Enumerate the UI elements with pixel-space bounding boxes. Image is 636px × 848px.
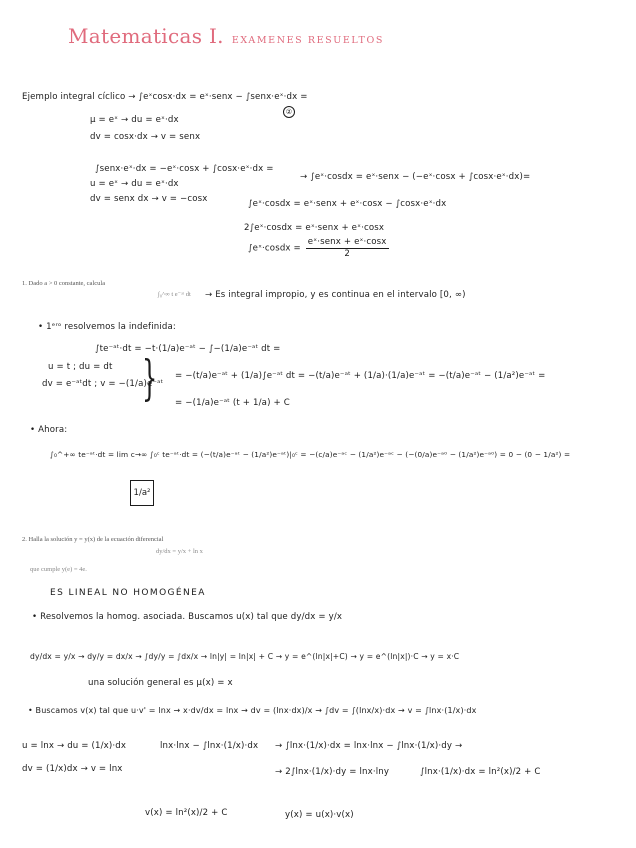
line-6: u = eˣ → du = eˣ·dx [90,179,179,189]
problem-2-equation: dy/dx = y/x + ln x [156,548,203,555]
problem-2-condition: que cumple y(e) = 4e. [30,566,87,573]
line-32: una solución general es μ(x) = x [88,678,233,688]
line-1: Ejemplo integral cíclico → ∫eˣcosx·dx = eˣ·senx − ∫senx·eˣ·dx = [22,92,308,102]
line-29: ES LINEAL NO HOMOGÉNEA [50,588,206,598]
line-16: → Es integral impropio, y es continua en el intervalo [0, ∞) [205,290,466,300]
boxed-answer: 1/a² [130,480,154,506]
fraction-result-1: $\frac{\text{eˣ·senx + eˣ·cosx}}{2}$ [307,237,387,259]
title-main: Matematicas I. [68,24,224,48]
line-24: ∫₀^+∞ te⁻ᵃᵗ·dt = lim c→∞ ∫₀ᶜ te⁻ᵃᵗ·dt = (−(t/a)e⁻ᵃᵗ − (1/a²)e⁻ᵃᵗ)|₀ᶜ = −(c/a)e⁻ᵃᶜ − (1/a²)e⁻ᵃᶜ − (−(0/a)e⁻ᵃ⁰ − (1/a²)e⁻ᵃ⁰) = 0 − (0 − 1/a²) = [50,450,571,459]
line-33: • Buscamos v(x) tal que u·v' = lnx → x·dv/dx = lnx → dv = (lnx·dx)/x → ∫dv = ∫(lnx/x)·dx → v = ∫lnx·(1/x)·dx [28,706,477,715]
line-21: = −(t/a)e⁻ᵃᵗ + (1/a)∫e⁻ᵃᵗ dt = −(t/a)e⁻ᵃᵗ + (1/a)·(1/a)e⁻ᵃᵗ = −(t/a)e⁻ᵃᵗ − (1/a²)e⁻ᵃᵗ = [175,371,546,381]
problem-1-statement: 1. Dado a > 0 constante, calcula [22,280,106,287]
line-5: ∫senx·eˣ·dx = −eˣ·cosx + ∫cosx·eˣ·dx = [95,164,274,174]
line-36: lnx·lnx − ∫lnx·(1/x)·dx [160,741,259,751]
line-39: ∫lnx·(1/x)·dx = ln²(x)/2 + C [420,767,541,777]
line-20: dv = e⁻ᵃᵗdt ; v = −(1/a)e⁻ᵃᵗ [42,379,164,389]
line-8: → ∫eˣ·cosdx = eˣ·senx − (−eˣ·cosx + ∫cosx·eˣ·dx)= [300,172,531,182]
title-sub: EXAMENES RESUELTOS [231,35,384,46]
line-23: • Ahora: [30,425,68,435]
line-17: • 1ᵉʳᵒ resolvemos la indefinida: [38,322,176,332]
brace-1: } [142,350,158,406]
line-37: → ∫lnx·(1/x)·dx = lnx·lnx − ∫lnx·(1/x)·dy → [275,741,463,751]
circle-marker: ② [283,106,295,118]
line-31: dy/dx = y/x → dy/y = dx/x → ∫dy/y = ∫dx/x → ln|y| = ln|x| + C → y = e^(ln|x|+C) → y = e^(ln|x|)·C → y = x·C [30,652,460,661]
line-11: ∫eˣ·cosdx = $\frac{\text{eˣ·senx + eˣ·cosx}}{2}$ [248,237,387,259]
line-18: ∫te⁻ᵃᵗ·dt = −t·(1/a)e⁻ᵃᵗ − ∫−(1/a)e⁻ᵃᵗ dt = [95,344,281,354]
line-41: y(x) = u(x)·v(x) [285,810,354,820]
problem-1-integral: ∫₀^∞ t e⁻ᵃᵗ dt [158,291,191,298]
line-2: μ = eˣ → du = eˣ·dx [90,115,179,125]
line-22: = −(1/a)e⁻ᵃᵗ (t + 1/a) + C [175,398,290,408]
line-40: v(x) = ln²(x)/2 + C [145,808,228,818]
page-title [68,24,384,48]
line-34: u = lnx → du = (1/x)·dx [22,741,127,751]
line-30: • Resolvemos la homog. asociada. Buscamos u(x) tal que dy/dx = y/x [32,612,343,622]
line-19: u = t ; du = dt [48,362,113,372]
line-9: ∫eˣ·cosdx = eˣ·senx + eˣ·cosx − ∫cosx·eˣ·dx [248,199,447,209]
line-38: → 2∫lnx·(1/x)·dy = lnx·lny [275,767,390,777]
line-3: dv = cosx·dx → v = senx [90,132,201,142]
line-10: 2∫eˣ·cosdx = eˣ·senx + eˣ·cosx [244,223,385,233]
problem-2-statement: 2. Halla la solución y = y(x) de la ecuación diferencial [22,536,164,543]
line-7: dv = senx dx → v = −cosx [90,194,208,204]
line-35: dv = (1/x)dx → v = lnx [22,764,123,774]
